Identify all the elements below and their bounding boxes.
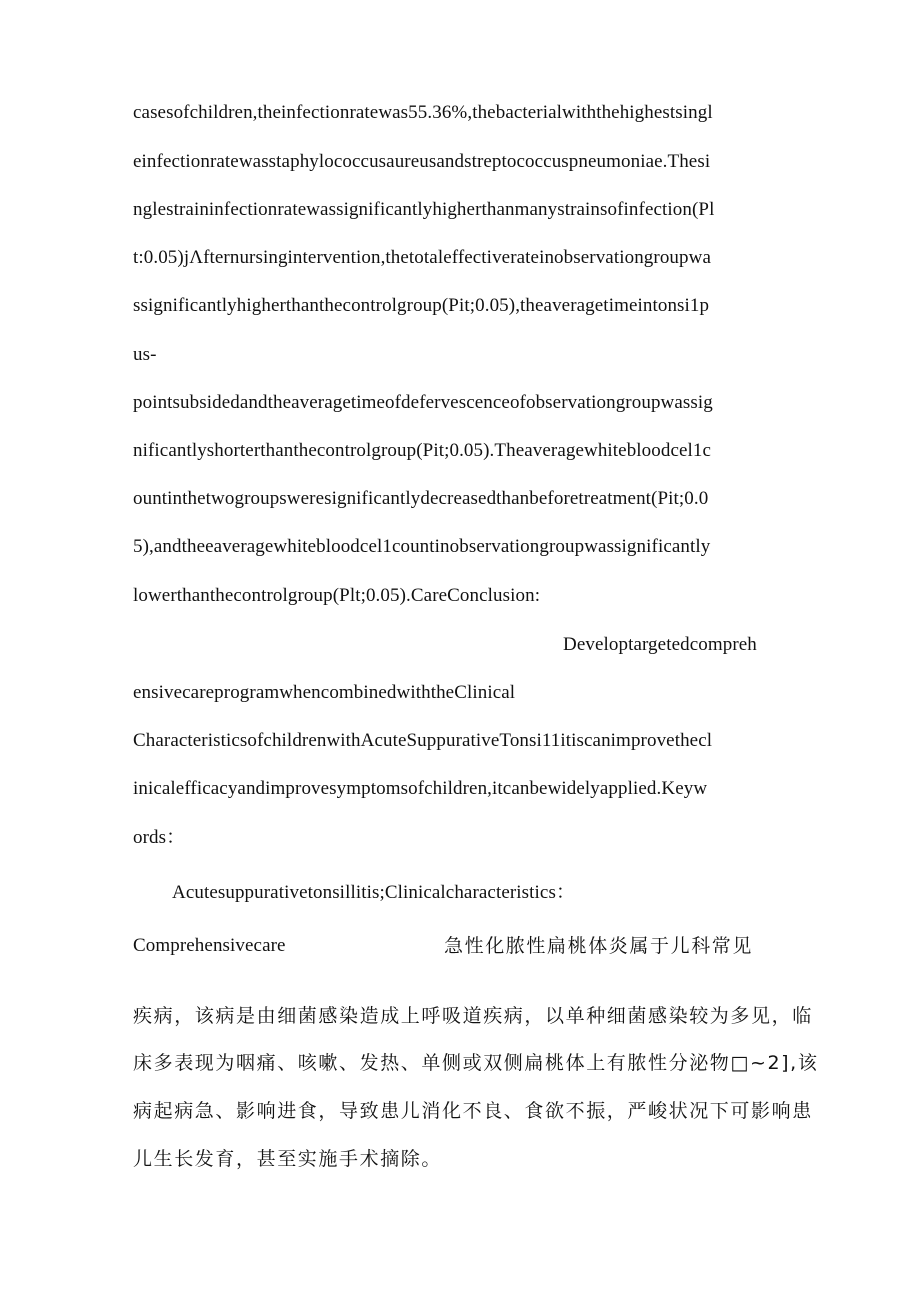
conclusion-line: Developtargetedcompreh <box>563 634 757 655</box>
keywords-line-end: Comprehensivecare <box>133 935 286 956</box>
abstract-line: t:0.05)jΛfternursingintervention,thetotaleffectiverateinobservationgroupwa <box>133 247 711 268</box>
body-text-line: 急性化脓性扁桃体炎属于儿科常见 <box>444 935 754 957</box>
abstract-line: us- <box>133 344 157 365</box>
body-text-line: 疾病，该病是由细菌感染造成上呼吸道疾病，以单种细菌感染较为多见，临 <box>133 1005 813 1027</box>
abstract-line: lowerthanthecontrolgroup(Plt;0.05).CareConclusion: <box>133 585 541 606</box>
conclusion-line: inicalefficacyandimprovesymptomsofchildren,itcanbewidelyapplied.Keyw <box>133 778 708 799</box>
abstract-line: nglestraininfectionratewassignificantlyhigherthanmanystrainsofinfection(Pl <box>133 199 715 220</box>
body-text-line: 床多表现为咽痛、咳嗽、发热、单侧或双侧扁桃体上有脓性分泌物□~2],该 <box>133 1052 819 1074</box>
abstract-line: ountinthetwogroupsweresignificantlydecreasedthanbeforetreatment(Pit;0.0 <box>133 488 709 509</box>
abstract-line: 5),andtheeaveragewhitebloodcel1countinobservationgroupwassignificantly <box>133 536 711 557</box>
body-text-line: 病起病急、影响进食，导致患儿消化不良、食欲不振，严峻状况下可影响患 <box>133 1100 813 1122</box>
keywords-line: Acutesuppurativetonsillitis;Clinicalcharacteristics： <box>172 882 576 903</box>
keywords-label: ords： <box>133 827 186 848</box>
abstract-line: nificantlyshorterthanthecontrolgroup(Pit;0.05).Theaveragewhitebloodcel1c <box>133 440 712 461</box>
conclusion-line: CharacteristicsofchildrenwithAcuteSuppurativeTonsi11itiscanimprovethecl <box>133 730 713 751</box>
abstract-line: einfectionratewasstaphylococcusaureusandstreptococcuspneumoniae.Thesi <box>133 151 711 172</box>
abstract-line: ssignificantlyhigherthanthecontrolgroup(Pit;0.05),theaveragetimeintonsi1p <box>133 295 710 316</box>
body-text-line: 儿生长发育，甚至实施手术摘除。 <box>133 1148 443 1170</box>
abstract-line: pointsubsidedandtheaveragetimeofdefervescenceofobservationgroupwassig <box>133 392 713 413</box>
abstract-line: casesofchildren,theinfectionratewas55.36%,thebacterialwiththehighestsingl <box>133 102 713 123</box>
conclusion-line: ensivecareprogramwhencombinedwiththeClinical <box>133 682 516 703</box>
